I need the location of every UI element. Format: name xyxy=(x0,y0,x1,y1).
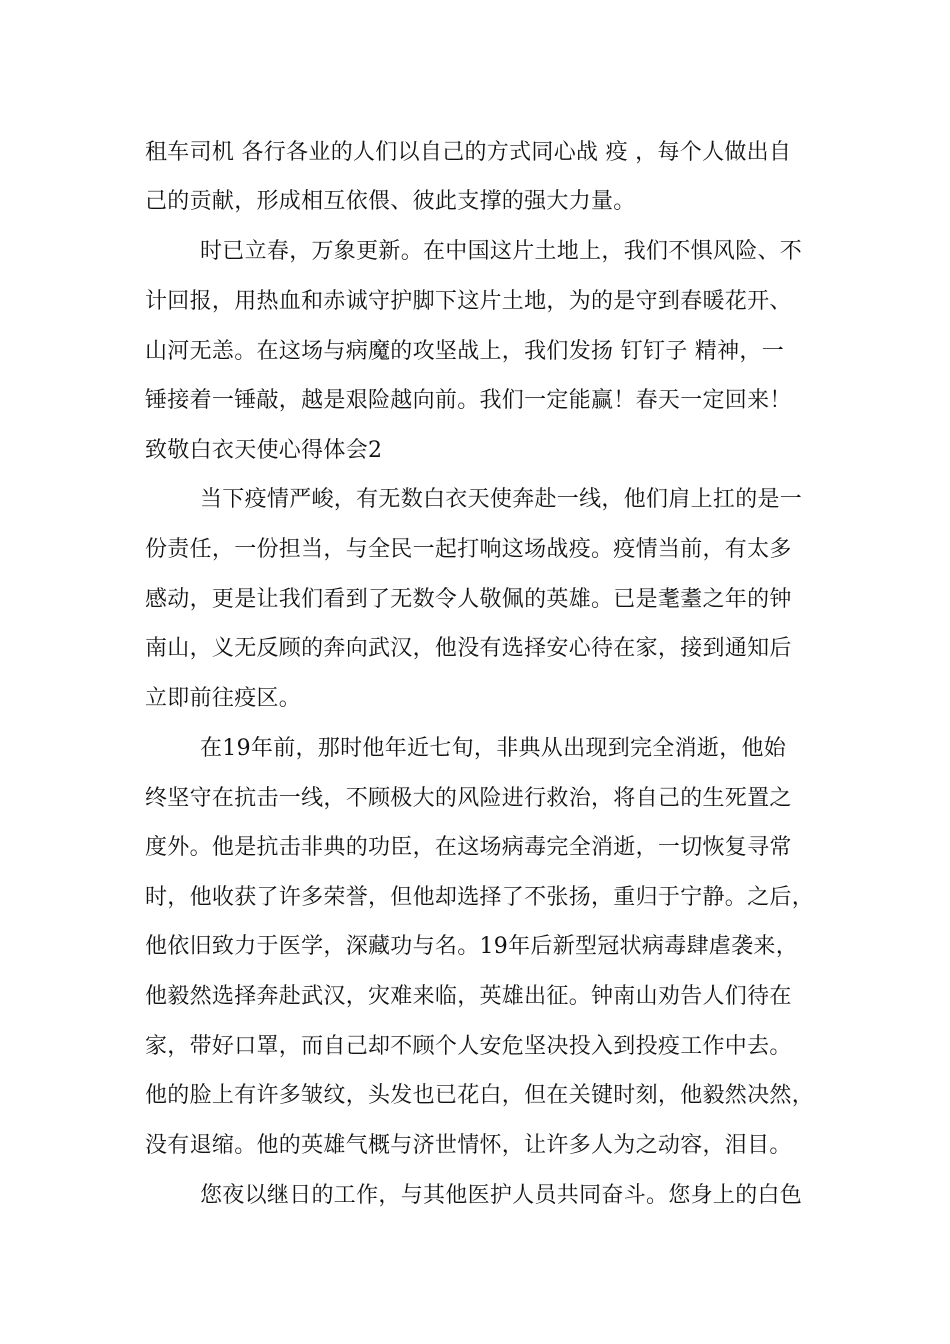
text-line: 计回报，用热血和赤诚守护脚下这片土地，为的是守到春暖花开、 xyxy=(145,289,792,314)
text-line: 他毅然选择奔赴武汉，灾难来临，英雄出征。钟南山劝告人们待在 xyxy=(145,984,792,1009)
text-line: 家，带好口罩，而自己却不顾个人安危坚决投入到投疫工作中去。 xyxy=(145,1034,792,1059)
text-line: 度外。他是抗击非典的功臣，在这场病毒完全消逝，一切恢复寻常 xyxy=(145,835,792,860)
text-line: 份责任，一份担当，与全民一起打响这场战疫。疫情当前，有太多 xyxy=(145,537,792,562)
text-line: 租车司机 各行各业的人们以自己的方式同心战 疫 ，每个人做出自 xyxy=(145,140,792,165)
text-line: 锤接着一锤敲，越是艰险越向前。我们一定能赢！春天一定回来！ xyxy=(145,388,792,413)
paragraph-first-line: 时已立春，万象更新。在中国这片土地上，我们不惧风险、不 xyxy=(200,239,803,264)
text-line: 己的贡献，形成相互依偎、彼此支撑的强大力量。 xyxy=(145,189,636,214)
paragraph-first-line: 您夜以继日的工作，与其他医护人员共同奋斗。您身上的白色 xyxy=(200,1183,803,1208)
text-line: 南山，义无反顾的奔向武汉，他没有选择安心待在家，接到通知后 xyxy=(145,636,792,661)
text-line: 他依旧致力于医学，深藏功与名。19年后新型冠状病毒肆虐袭来， xyxy=(145,934,798,959)
text-line: 立即前往疫区。 xyxy=(145,686,302,711)
paragraph-first-line: 当下疫情严峻，有无数白衣天使奔赴一线，他们肩上扛的是一 xyxy=(200,487,803,512)
text-line: 感动，更是让我们看到了无数令人敬佩的英雄。已是耄耋之年的钟 xyxy=(145,587,792,612)
text-line: 他的脸上有许多皱纹，头发也已花白，但在关键时刻，他毅然决然， xyxy=(145,1083,815,1108)
text-line: 没有退缩。他的英雄气概与济世情怀，让许多人为之动容，泪目。 xyxy=(145,1133,792,1158)
text-line: 终坚守在抗击一线，不顾极大的风险进行救治，将自己的生死置之 xyxy=(145,786,792,811)
text-line: 时，他收获了许多荣誉，但他却选择了不张扬，重归于宁静。之后， xyxy=(145,885,815,910)
text-line: 山河无恙。在这场与病魔的攻坚战上，我们发扬 钉钉子 精神，一 xyxy=(145,339,784,364)
paragraph-first-line: 在19年前，那时他年近七旬，非典从出现到完全消逝，他始 xyxy=(200,736,787,761)
section-heading: 致敬白衣天使心得体会2 xyxy=(145,438,383,463)
